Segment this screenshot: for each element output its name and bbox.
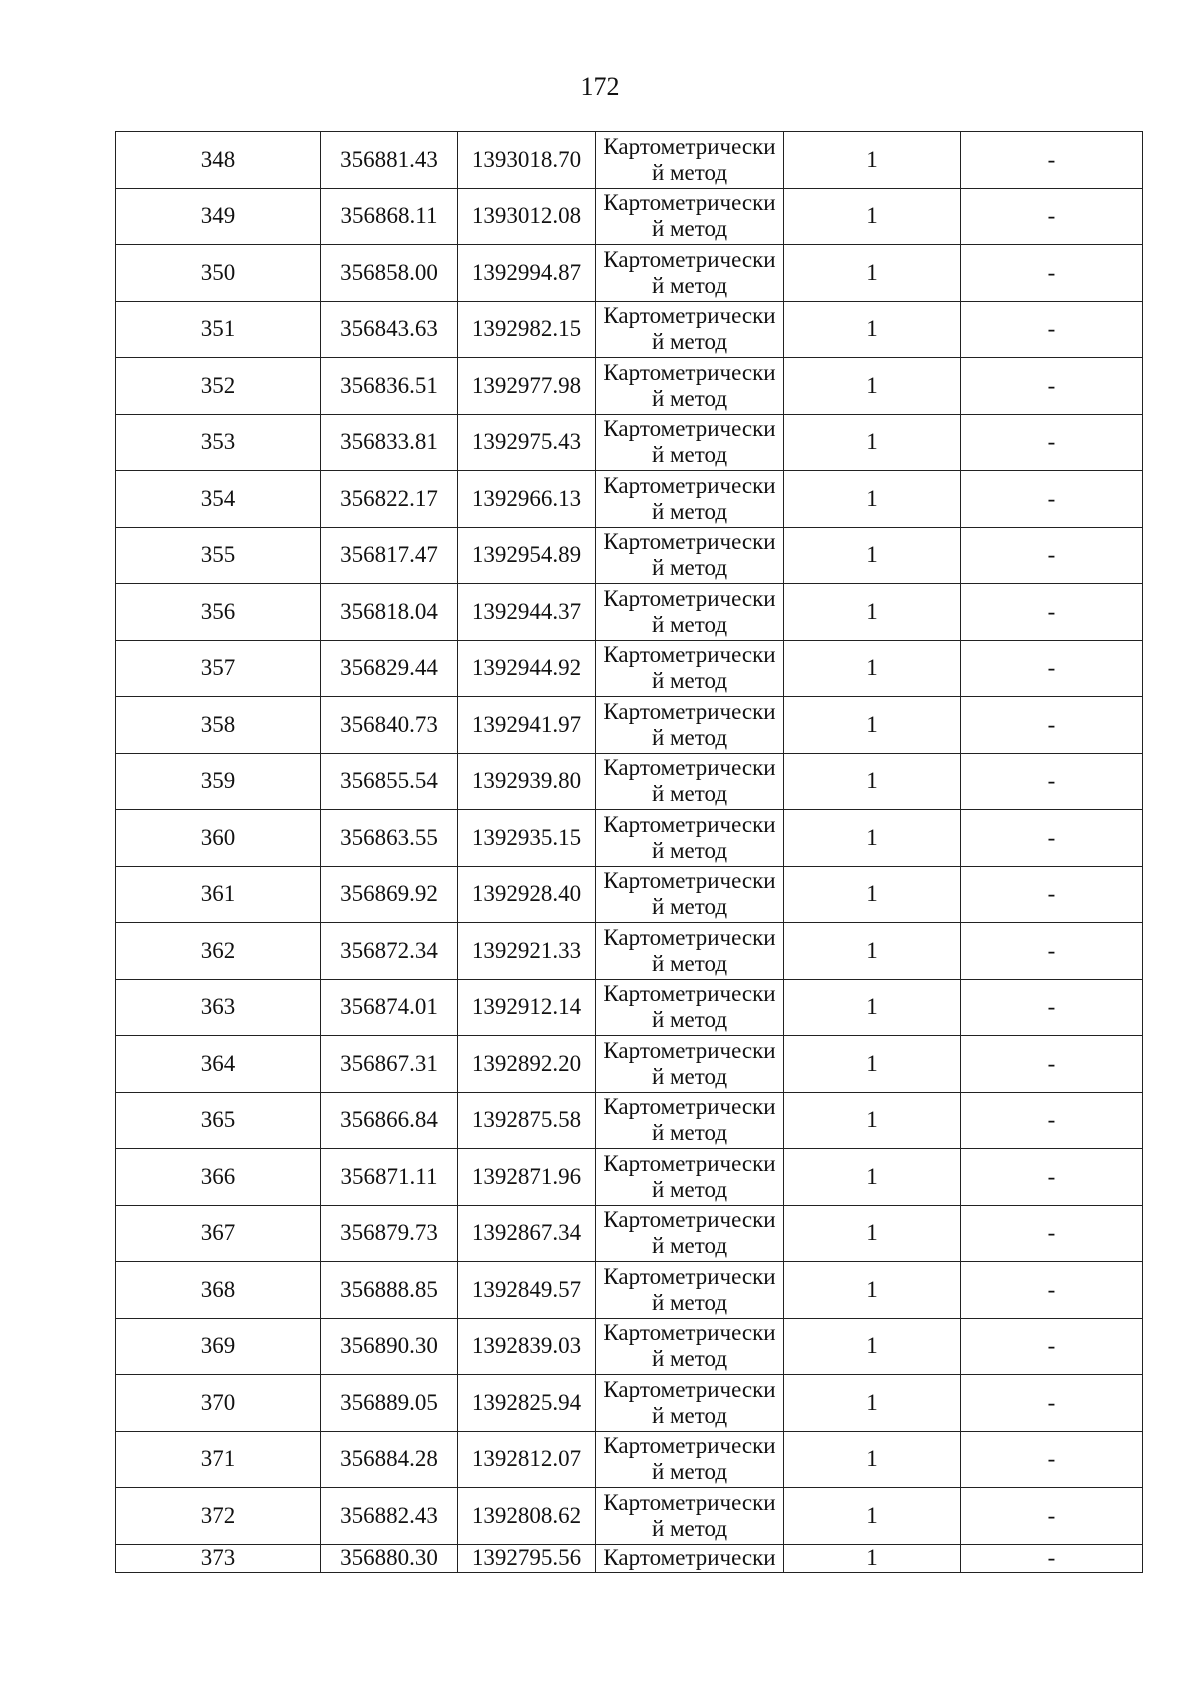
x-coordinate-cell: 356817.47	[321, 527, 458, 584]
method-cell	[596, 1205, 784, 1262]
method-cell	[596, 923, 784, 980]
method-text-line1: Картометрически	[603, 1207, 776, 1233]
table-row	[116, 1149, 1143, 1206]
method-text-line1: Картометрически	[603, 190, 776, 216]
method-text-line1: Картометрически	[603, 642, 776, 668]
point-number-cell: 356	[116, 584, 321, 641]
y-coordinate-cell: 1392944.92	[458, 640, 596, 697]
note-cell: -	[961, 753, 1143, 810]
y-coordinate-cell: 1392982.15	[458, 301, 596, 358]
accuracy-cell: 1	[784, 1149, 961, 1206]
x-coordinate-cell: 356858.00	[321, 245, 458, 302]
accuracy-cell: 1	[784, 584, 961, 641]
accuracy-cell: 1	[784, 471, 961, 528]
y-coordinate-cell: 1393018.70	[458, 132, 596, 189]
y-coordinate-cell: 1392944.37	[458, 584, 596, 641]
point-number-cell: 350	[116, 245, 321, 302]
point-number-cell: 358	[116, 697, 321, 754]
accuracy-cell: 1	[784, 132, 961, 189]
table-row	[116, 1205, 1143, 1262]
method-text-line2: й метод	[651, 1289, 728, 1315]
table-row	[116, 979, 1143, 1036]
y-coordinate-cell: 1392795.56	[458, 1544, 596, 1572]
x-coordinate-cell: 356833.81	[321, 414, 458, 471]
x-coordinate-cell: 356882.43	[321, 1488, 458, 1545]
point-number-cell: 362	[116, 923, 321, 980]
accuracy-cell: 1	[784, 1431, 961, 1488]
y-coordinate-cell: 1392935.15	[458, 810, 596, 867]
table-row	[116, 1262, 1143, 1319]
method-text-line1: Картометрически	[603, 1037, 776, 1063]
x-coordinate-cell: 356888.85	[321, 1262, 458, 1319]
method-cell	[596, 979, 784, 1036]
x-coordinate-cell: 356866.84	[321, 1092, 458, 1149]
table-row	[116, 866, 1143, 923]
note-cell: -	[961, 640, 1143, 697]
note-cell: -	[961, 1375, 1143, 1432]
y-coordinate-cell: 1392839.03	[458, 1318, 596, 1375]
method-text-line2: й метод	[651, 216, 728, 242]
y-coordinate-cell: 1392941.97	[458, 697, 596, 754]
y-coordinate-cell: 1392994.87	[458, 245, 596, 302]
x-coordinate-cell: 356840.73	[321, 697, 458, 754]
method-text-line1: Картометрически	[603, 1489, 776, 1515]
table-row	[116, 1431, 1143, 1488]
table-row	[116, 245, 1143, 302]
note-cell: -	[961, 1488, 1143, 1545]
point-number-cell: 354	[116, 471, 321, 528]
point-number-cell: 355	[116, 527, 321, 584]
note-cell: -	[961, 1092, 1143, 1149]
accuracy-cell: 1	[784, 414, 961, 471]
table-row	[116, 697, 1143, 754]
method-text-line1: Картометрически	[603, 981, 776, 1007]
point-number-cell: 357	[116, 640, 321, 697]
point-number-cell: 363	[116, 979, 321, 1036]
method-text-line2: й метод	[651, 837, 728, 863]
note-cell: -	[961, 866, 1143, 923]
y-coordinate-cell: 1392921.33	[458, 923, 596, 980]
accuracy-cell: 1	[784, 979, 961, 1036]
method-cell	[596, 1036, 784, 1093]
method-text-line2: й метод	[651, 1515, 728, 1541]
method-cell	[596, 132, 784, 189]
method-text-line1: Картометрически	[603, 698, 776, 724]
method-cell	[596, 640, 784, 697]
method-cell	[596, 1431, 784, 1488]
table-row	[116, 923, 1143, 980]
note-cell: -	[961, 1036, 1143, 1093]
note-cell: -	[961, 414, 1143, 471]
point-number-cell: 369	[116, 1318, 321, 1375]
method-text-line2: й метод	[651, 724, 728, 750]
x-coordinate-cell: 356836.51	[321, 358, 458, 415]
point-number-cell: 373	[116, 1544, 321, 1572]
method-text-line2: й метод	[651, 555, 728, 581]
y-coordinate-cell: 1392975.43	[458, 414, 596, 471]
method-cell	[596, 471, 784, 528]
x-coordinate-cell: 356869.92	[321, 866, 458, 923]
method-cell	[596, 1262, 784, 1319]
method-text-line1: Картометрически	[603, 1433, 776, 1459]
y-coordinate-cell: 1392875.58	[458, 1092, 596, 1149]
note-cell: -	[961, 245, 1143, 302]
method-text-line1: Картометрически	[603, 303, 776, 329]
method-text-line2: й метод	[651, 611, 728, 637]
method-text-line2: й метод	[651, 1346, 728, 1372]
y-coordinate-cell: 1392912.14	[458, 979, 596, 1036]
method-cell	[596, 414, 784, 471]
accuracy-cell: 1	[784, 1092, 961, 1149]
table-row	[116, 301, 1143, 358]
method-text-line1: Картометрически	[603, 416, 776, 442]
method-text-line1: Картометрически	[603, 1263, 776, 1289]
note-cell: -	[961, 810, 1143, 867]
y-coordinate-cell: 1392966.13	[458, 471, 596, 528]
y-coordinate-cell: 1392867.34	[458, 1205, 596, 1262]
table-row	[116, 358, 1143, 415]
y-coordinate-cell: 1392812.07	[458, 1431, 596, 1488]
y-coordinate-cell: 1392939.80	[458, 753, 596, 810]
x-coordinate-cell: 356855.54	[321, 753, 458, 810]
method-cell	[596, 697, 784, 754]
point-number-cell: 351	[116, 301, 321, 358]
y-coordinate-cell: 1392825.94	[458, 1375, 596, 1432]
method-text-line2: й метод	[651, 894, 728, 920]
accuracy-cell: 1	[784, 1318, 961, 1375]
method-cell	[596, 1092, 784, 1149]
y-coordinate-cell: 1392871.96	[458, 1149, 596, 1206]
note-cell: -	[961, 1544, 1143, 1572]
method-text-line2: й метод	[651, 781, 728, 807]
x-coordinate-cell: 356822.17	[321, 471, 458, 528]
method-text-line2: й метод	[651, 1120, 728, 1146]
point-number-cell: 353	[116, 414, 321, 471]
method-text-line2: й метод	[651, 950, 728, 976]
method-text-line2: й метод	[651, 1233, 728, 1259]
table-row	[116, 810, 1143, 867]
note-cell: -	[961, 1205, 1143, 1262]
accuracy-cell: 1	[784, 810, 961, 867]
method-text-line2: й метод	[651, 1007, 728, 1033]
method-text-line1: Картометрически	[603, 529, 776, 555]
y-coordinate-cell: 1392808.62	[458, 1488, 596, 1545]
method-cell	[596, 1488, 784, 1545]
table-row	[116, 188, 1143, 245]
method-cell	[596, 527, 784, 584]
method-cell	[596, 1318, 784, 1375]
y-coordinate-cell: 1392977.98	[458, 358, 596, 415]
point-number-cell: 349	[116, 188, 321, 245]
accuracy-cell: 1	[784, 697, 961, 754]
x-coordinate-cell: 356890.30	[321, 1318, 458, 1375]
accuracy-cell: 1	[784, 301, 961, 358]
table-row	[116, 1036, 1143, 1093]
point-number-cell: 359	[116, 753, 321, 810]
method-cell	[596, 188, 784, 245]
method-text-line2: й метод	[651, 272, 728, 298]
note-cell: -	[961, 979, 1143, 1036]
table-row	[116, 584, 1143, 641]
method-text-line2: й метод	[651, 329, 728, 355]
note-cell: -	[961, 132, 1143, 189]
y-coordinate-cell: 1392849.57	[458, 1262, 596, 1319]
note-cell: -	[961, 584, 1143, 641]
x-coordinate-cell: 356818.04	[321, 584, 458, 641]
point-number-cell: 352	[116, 358, 321, 415]
method-text-line1: Картометрически	[603, 1544, 776, 1570]
table-row	[116, 132, 1143, 189]
method-text-line1: Картометрически	[603, 246, 776, 272]
accuracy-cell: 1	[784, 1375, 961, 1432]
note-cell: -	[961, 1318, 1143, 1375]
point-number-cell: 364	[116, 1036, 321, 1093]
accuracy-cell: 1	[784, 1205, 961, 1262]
table-row	[116, 753, 1143, 810]
table-row	[116, 471, 1143, 528]
method-text-line2: й метод	[651, 159, 728, 185]
x-coordinate-cell: 356829.44	[321, 640, 458, 697]
accuracy-cell: 1	[784, 1036, 961, 1093]
method-cell	[596, 584, 784, 641]
accuracy-cell: 1	[784, 245, 961, 302]
method-text-line1: Картометрически	[603, 359, 776, 385]
x-coordinate-cell: 356880.30	[321, 1544, 458, 1572]
method-cell	[596, 753, 784, 810]
method-cell	[596, 1149, 784, 1206]
note-cell: -	[961, 923, 1143, 980]
method-cell	[596, 301, 784, 358]
x-coordinate-cell: 356879.73	[321, 1205, 458, 1262]
method-cell	[596, 245, 784, 302]
note-cell: -	[961, 301, 1143, 358]
table-row	[116, 1092, 1143, 1149]
method-text-line1: Картометрически	[603, 585, 776, 611]
accuracy-cell: 1	[784, 640, 961, 697]
method-cell	[596, 866, 784, 923]
x-coordinate-cell: 356868.11	[321, 188, 458, 245]
note-cell: -	[961, 527, 1143, 584]
method-text-line1: Картометрически	[603, 924, 776, 950]
point-number-cell: 372	[116, 1488, 321, 1545]
method-text-line2: й метод	[651, 385, 728, 411]
accuracy-cell: 1	[784, 1544, 961, 1572]
x-coordinate-cell: 356863.55	[321, 810, 458, 867]
x-coordinate-cell: 356867.31	[321, 1036, 458, 1093]
accuracy-cell: 1	[784, 1262, 961, 1319]
table-row	[116, 1544, 1143, 1572]
x-coordinate-cell: 356871.11	[321, 1149, 458, 1206]
x-coordinate-cell: 356881.43	[321, 132, 458, 189]
table-row	[116, 1318, 1143, 1375]
method-text-line1: Картометрически	[603, 1320, 776, 1346]
table-row	[116, 1488, 1143, 1545]
y-coordinate-cell: 1392928.40	[458, 866, 596, 923]
accuracy-cell: 1	[784, 188, 961, 245]
y-coordinate-cell: 1392954.89	[458, 527, 596, 584]
point-number-cell: 365	[116, 1092, 321, 1149]
note-cell: -	[961, 471, 1143, 528]
accuracy-cell: 1	[784, 358, 961, 415]
method-text-line1: Картометрически	[603, 1150, 776, 1176]
x-coordinate-cell: 356874.01	[321, 979, 458, 1036]
method-text-line2: й метод	[651, 498, 728, 524]
table-row	[116, 1375, 1143, 1432]
point-number-cell: 360	[116, 810, 321, 867]
table-row	[116, 640, 1143, 697]
point-number-cell: 368	[116, 1262, 321, 1319]
method-cell	[596, 1375, 784, 1432]
page-number: 172	[580, 72, 620, 101]
note-cell: -	[961, 358, 1143, 415]
accuracy-cell: 1	[784, 1488, 961, 1545]
coordinates-table-body	[116, 132, 1143, 1573]
method-text-line1: Картометрически	[603, 472, 776, 498]
method-cell	[596, 810, 784, 867]
point-number-cell: 348	[116, 132, 321, 189]
accuracy-cell: 1	[784, 866, 961, 923]
method-text-line1: Картометрически	[603, 755, 776, 781]
method-text-line1: Картометрически	[603, 133, 776, 159]
note-cell: -	[961, 1262, 1143, 1319]
point-number-cell: 370	[116, 1375, 321, 1432]
method-text-line1: Картометрически	[603, 811, 776, 837]
method-text-line2: й метод	[651, 1063, 728, 1089]
note-cell: -	[961, 188, 1143, 245]
x-coordinate-cell: 356843.63	[321, 301, 458, 358]
accuracy-cell: 1	[784, 753, 961, 810]
note-cell: -	[961, 1149, 1143, 1206]
method-text-line1: Картометрически	[603, 1094, 776, 1120]
x-coordinate-cell: 356884.28	[321, 1431, 458, 1488]
method-cell	[596, 1544, 784, 1572]
note-cell: -	[961, 1431, 1143, 1488]
method-text-line2: й метод	[651, 1459, 728, 1485]
accuracy-cell: 1	[784, 527, 961, 584]
method-text-line2: й метод	[651, 442, 728, 468]
method-text-line1: Картометрически	[603, 868, 776, 894]
method-text-line1: Картометрически	[603, 1376, 776, 1402]
coordinates-table	[115, 131, 1143, 1573]
table-row	[116, 527, 1143, 584]
method-text-line2: й метод	[651, 1176, 728, 1202]
point-number-cell: 371	[116, 1431, 321, 1488]
x-coordinate-cell: 356889.05	[321, 1375, 458, 1432]
y-coordinate-cell: 1392892.20	[458, 1036, 596, 1093]
point-number-cell: 367	[116, 1205, 321, 1262]
note-cell: -	[961, 697, 1143, 754]
method-text-line2: й метод	[651, 668, 728, 694]
table-row	[116, 414, 1143, 471]
y-coordinate-cell: 1393012.08	[458, 188, 596, 245]
method-cell	[596, 358, 784, 415]
accuracy-cell: 1	[784, 923, 961, 980]
point-number-cell: 366	[116, 1149, 321, 1206]
method-text-line2: й метод	[651, 1402, 728, 1428]
point-number-cell: 361	[116, 866, 321, 923]
x-coordinate-cell: 356872.34	[321, 923, 458, 980]
